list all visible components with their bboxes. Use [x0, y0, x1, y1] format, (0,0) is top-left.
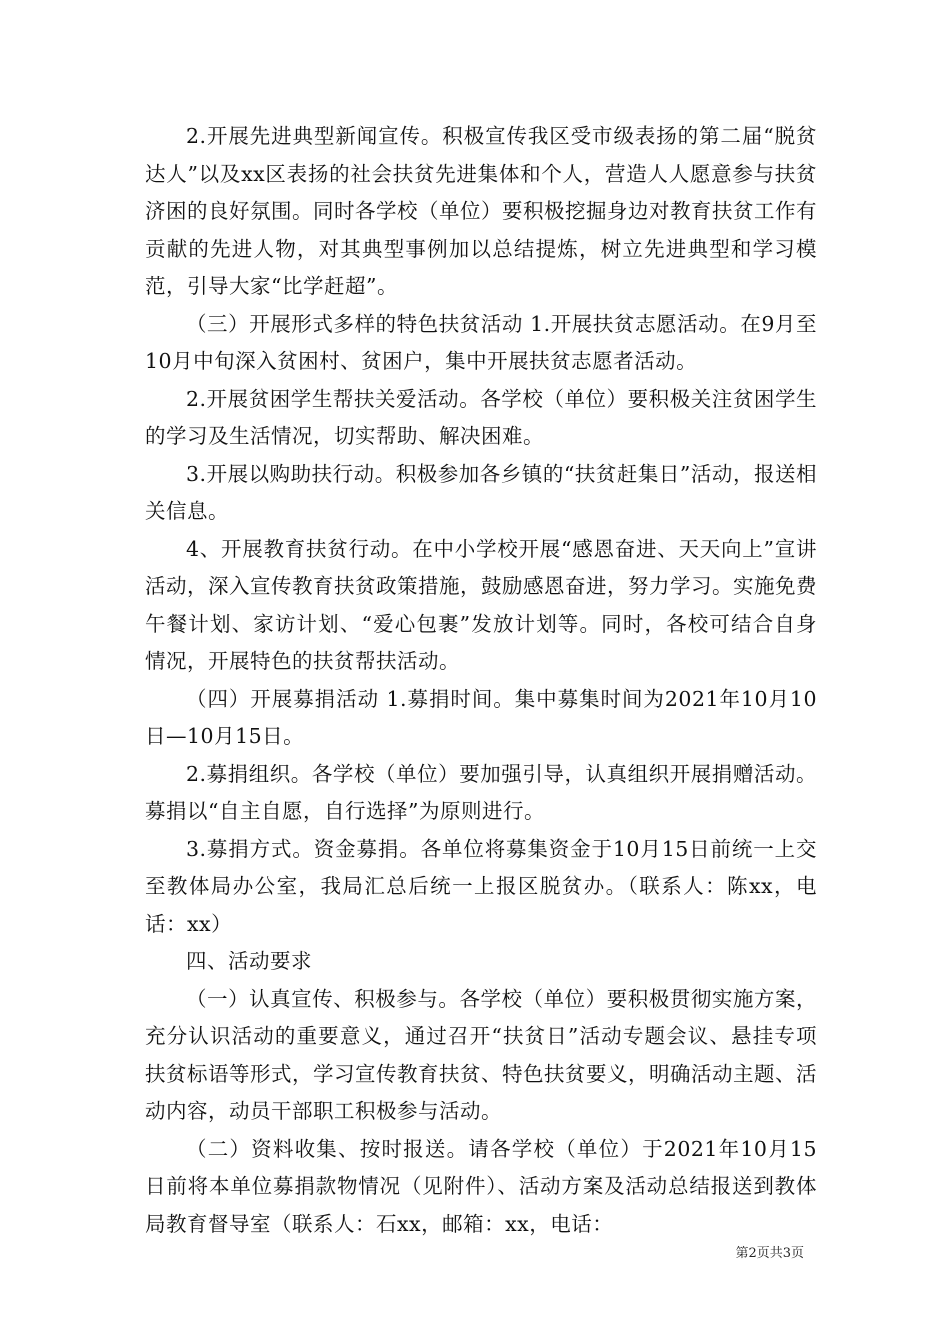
paragraph-donation-method: 3.募捐方式。资金募捐。各单位将募集资金于10月15日前统一上交至教体局办公室，我局汇总后统一上报区脱贫办。（联系人：陈xx，电话：xx） [145, 836, 817, 936]
section-heading-requirements: 四、活动要求 [186, 949, 312, 973]
paragraph-donation-time: （四）开展募捐活动 1.募捐时间。集中募集时间为2021年10月10日—10月15日。 [145, 686, 817, 748]
paragraph-education-aid: 4、开展教育扶贫行动。在中小学校开展“感恩奋进、天天向上”宣讲活动，深入宣传教育扶贫政策措施，鼓励感恩奋进，努力学习。实施免费午餐计划、家访计划、“爱心包裹”发放计划等。同时，各校可结合自身情况，开展特色的扶贫帮扶活动。 [145, 536, 817, 673]
paragraph-material-submission: （二）资料收集、按时报送。请各学校（单位）于2021年10月15日前将本单位募捐款物情况（见附件）、活动方案及活动总结报送到教体局教育督导室（联系人：石xx，邮箱：xx，电话： [145, 1136, 817, 1236]
page-number-footer: 第2页共3页 [735, 1246, 804, 1261]
document-body [145, 118, 817, 1243]
paragraph-volunteer-activity: （三）开展形式多样的特色扶贫活动 1.开展扶贫志愿活动。在9月至10月中旬深入贫困村、贫困户，集中开展扶贫志愿者活动。 [145, 311, 817, 373]
paragraph-publicity-participation: （一）认真宣传、积极参与。各学校（单位）要积极贯彻实施方案，充分认识活动的重要意义，通过召开“扶贫日”活动专题会议、悬挂专项扶贫标语等形式，学习宣传教育扶贫、特色扶贫要义，明确活动主题、活动内容，动员干部职工积极参与活动。 [145, 986, 817, 1123]
paragraph-purchase-aid: 3.开展以购助扶行动。积极参加各乡镇的“扶贫赶集日”活动，报送相关信息。 [145, 461, 817, 523]
paragraph-student-care: 2.开展贫困学生帮扶关爱活动。各学校（单位）要积极关注贫困学生的学习及生活情况，切实帮助、解决困难。 [145, 386, 817, 448]
paragraph-news-publicity: 2.开展先进典型新闻宣传。积极宣传我区受市级表扬的第二届“脱贫达人”以及xx区表扬的社会扶贫先进集体和个人，营造人人愿意参与扶贫济困的良好氛围。同时各学校（单位）要积极挖掘身边对教育扶贫工作有贡献的先进人物，对其典型事例加以总结提炼，树立先进典型和学习模范，引导大家“比学赶超”。 [145, 124, 817, 298]
paragraph-donation-organization: 2.募捐组织。各学校（单位）要加强引导，认真组织开展捐赠活动。募捐以“自主自愿，自行选择”为原则进行。 [145, 761, 817, 823]
